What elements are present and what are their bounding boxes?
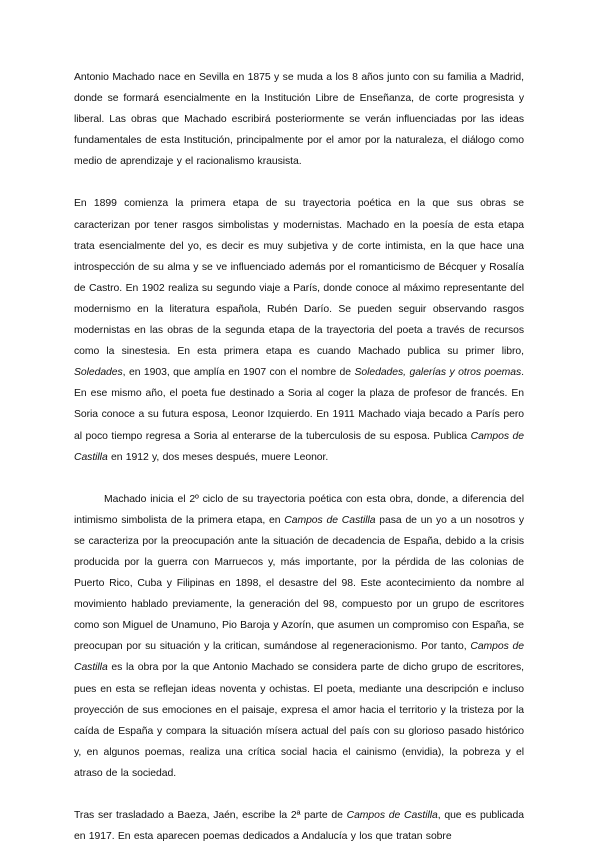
paragraph-1: [74, 67, 524, 172]
paragraph-4-text-2: , que es publicada en 1917. En esta aparecen poemas dedicados a Andalucía y los que tratan sobre: [74, 810, 524, 843]
book-title-campos-de-castilla: Campos de Castilla: [74, 430, 524, 463]
paragraph-2-text-2: , en 1903, que amplía en 1907 con el nombre de: [122, 367, 351, 379]
paragraph-3-text-3: es la obra por la que Antonio Machado se considera parte de dicho grupo de escritores, pues en esta se reflejan ideas noventa y ochistas. El poeta, mediante una descripción e incluso proyección de sus emociones en el paisaje, expresa el amor hacia el territorio y la tristeza por la caída de España y compara la situación mísera actual del país con su glorioso pasado histórico y, en algunos poemas, realiza una crítica social hacia el cainismo (envidia), la pobreza y el atraso de la sociedad.: [74, 662, 524, 779]
paragraph-2-text-4: en 1912 y, dos meses después, muere Leonor.: [111, 451, 329, 463]
book-title-campos-de-castilla: Campos de Castilla: [346, 810, 438, 821]
paragraph-4-text-1: Tras ser trasladado a Baeza, Jaén, escribe la 2ª parte de: [74, 810, 343, 821]
book-title-campos-de-castilla: Campos de Castilla: [74, 641, 525, 674]
book-title-soledades: Soledades: [74, 367, 123, 379]
paragraph-3-text-2: pasa de un yo a un nosotros y se caracteriza por la preocupación ante la situación de decadencia de España, debido a la crisis producida por la guerra con Marruecos y, más importante, por la pérdida de las colonias de Puerto Rico, Cuba y Filipinas en 1898, el desastre del 98. Este acontecimiento da nombre al movimiento hablado previamente, la generación del 98, compuesto por un grupo de escritores como son Miguel de Unamuno, Pio Baroja y Azorín, que asumen un compromiso con España, se preocupan por su situación y la critican, sumándose al regeneracionismo. Por tanto,: [74, 514, 524, 653]
paragraph-2-text-1: En 1899 comienza la primera etapa de su trayectoria poética en la que sus obras se caracterizan por tener rasgos simbolistas y modernistas. Machado en la poesía de esta etapa trata esencialmente del yo, es decir es muy subjetiva y de corte intimista, en la que hace una introspección de su alma y se ve influenciado además por el romanticismo de Bécquer y Rosalía de Castro. En 1902 realiza su segundo viaje a París, donde conoce al máximo representante del modernismo en la literatura española, Rubén Darío. Se pueden seguir observando rasgos modernistas en las obras de la segunda etapa de la trayectoria del poeta a través de recursos como la sinestesia. En esta primera etapa es cuando Machado publica su primer libro,: [74, 198, 524, 358]
book-title-campos-de-castilla: Campos de Castilla: [284, 514, 376, 526]
document-page: [74, 67, 524, 847]
paragraph-3: [74, 489, 524, 784]
paragraph-3-text-1: Machado inicia el 2º ciclo de su trayectoria poética con esta obra, donde, a diferencia del intimismo simbolista de la primera etapa, en: [74, 493, 524, 526]
paragraph-2-text-3: . En ese mismo año, el poeta fue destinado a Soria al coger la plaza de profesor de francés. En Soria conoce a su futura esposa, Leonor Izquierdo. En 1911 Machado viaja becado a París pero al poco tiempo regresa a Soria al enterarse de la tuberculosis de su esposa. Publica: [74, 367, 525, 442]
paragraph-1-text: Antonio Machado nace en Sevilla en 1875 y se muda a los 8 años junto con su familia a Madrid, donde se formará esencialmente en la Institución Libre de Enseñanza, de corte progresista y liberal. Las obras que Machado escribirá posteriormente se verán influenciadas por las ideas fundamentales de esta Institución, principalmente por el amor por la naturaleza, el diálogo como medio de aprendizaje y el racionalismo krausista.: [74, 72, 524, 168]
paragraph-4: [74, 805, 524, 847]
book-title-soledades-galerias: Soledades, galerías y otros poemas: [354, 367, 522, 379]
paragraph-2: [74, 193, 524, 467]
